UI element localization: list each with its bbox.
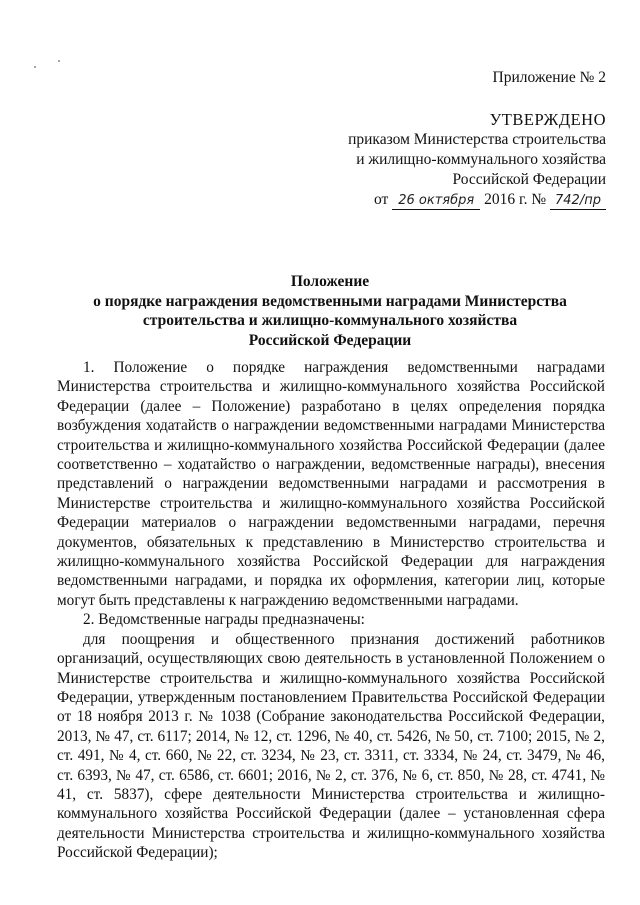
paragraph-2: 2. Ведомственные награды предназначены: bbox=[83, 611, 365, 629]
document-body bbox=[57, 358, 605, 863]
order-line-2: и жилищно-коммунального хозяйства bbox=[356, 151, 606, 168]
scan-speck bbox=[58, 60, 60, 62]
paragraph-1: 1. Положение о порядке награждения ведомственными наградами Министерства строительства и жилищно-коммунального хозяйства Российской Федерации (далее – Положение) разработано в целях определения порядка возбуждения ходатайств о награждении ведомственными наградами Министерства строительства и жилищно-коммунального хозяйства Российской Федерации (далее соответственно – ходатайство о награждении, ведомственные награды), внесения представлений о награждении ведомственными наградами и рассмотрения в Министерстве строительства и жилищно-коммунального хозяйства Российской Федерации материалов о награждении ведомственными наградами, перечня документов, обязательных к представлению в Министерство строительства и жилищно-коммунального хозяйства Российской Федерации для награждения ведомственными наградами, и порядка их оформления, категории лиц, которые могут быть представлены к награждению ведомственными наградами. bbox=[57, 359, 605, 609]
title-line-4: Российской Федерации bbox=[248, 331, 412, 349]
order-date-line bbox=[286, 190, 606, 210]
title-line-2: о порядке награждения ведомственными наградами Министерства bbox=[93, 292, 567, 310]
appendix-label: Приложение № 2 bbox=[492, 69, 606, 86]
approved-stamp-text: УТВЕРЖДЕНО bbox=[489, 110, 606, 129]
order-line-1: приказом Министерства строительства bbox=[348, 131, 606, 148]
handwritten-order-number: 742/пр bbox=[550, 193, 606, 210]
order-line-3: Российской Федерации bbox=[452, 171, 606, 188]
scan-speck bbox=[34, 66, 36, 68]
date-prefix: от bbox=[374, 191, 389, 208]
year-number-label: 2016 г. № bbox=[484, 191, 547, 208]
approval-header bbox=[286, 68, 606, 210]
title-line-1: Положение bbox=[290, 273, 370, 290]
paragraph-3: для поощрения и общественного признания достижений работников организаций, осуществляющих свою деятельность в установленной Положением о Министерстве строительства и жилищно-коммунального хозяйства Российской Федерации, утвержденным постановлением Правительства Российской Федерации от 18 ноября 2013 г. № 1038 (Собрание законодательства Российской Федерации, 2013, № 47, ст. 6117; 2014, № 12, ст. 1296, № 40, ст. 5426, № 50, ст. 7100; 2015, № 2, ст. 491, № 4, ст. 660, № 22, ст. 3234, № 23, ст. 3311, ст. 3334, № 24, ст. 3479, № 46, ст. 6393, № 47, ст. 6586, ст. 6601; 2016, № 2, ст. 376, № 6, ст. 850, № 28, ст. 4741, № 41, ст. 5837), сфере деятельности Министерства строительства и жилищно-коммунального хозяйства Российской Федерации (далее – установленная сфера деятельности Министерства строительства и жилищно-коммунального хозяйства Российской Федерации); bbox=[57, 630, 605, 862]
document-title bbox=[60, 272, 600, 350]
title-line-3: строительства и жилищно-коммунального хозяйства bbox=[142, 312, 518, 329]
handwritten-date: 26 октября bbox=[392, 193, 480, 210]
